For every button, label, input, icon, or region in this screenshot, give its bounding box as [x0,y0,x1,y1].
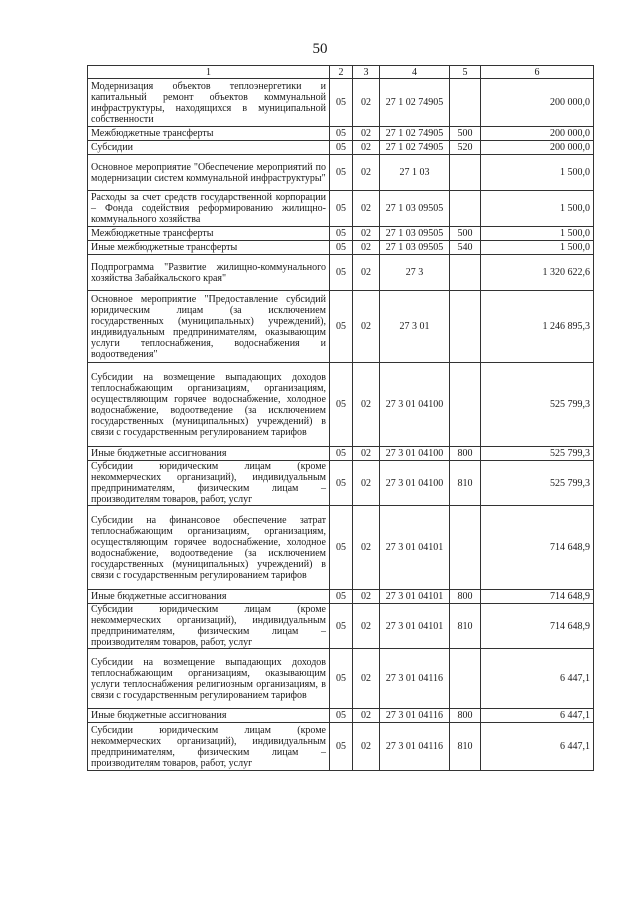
row-name-cell: Субсидии юридическим лицам (кроме некоммерческих организаций), индивидуальным предпринимателям, физическим лицам – производителям товаров, работ, услуг [88,604,330,649]
expense-type-cell: 800 [450,590,481,604]
column-header: 4 [380,66,450,79]
table-row [88,255,594,291]
row-name-cell: Основное мероприятие "Обеспечение мероприятий по модернизации систем коммунальной инфраструктуры" [88,155,330,191]
subsection-cell: 02 [353,604,380,649]
expense-type-cell [450,291,481,363]
subsection-cell: 02 [353,506,380,590]
table-row [88,447,594,461]
row-name-cell: Субсидии на финансовое обеспечение затрат теплоснабжающим организациям, организациям, осуществляющим горячее водоснабжение, холодное водоснабжение, водоотведение (за исключением государственных (муниципальных) учреждений) в связи с государственным регулированием тарифов [88,506,330,590]
amount-cell: 714 648,9 [481,590,594,604]
amount-cell: 6 447,1 [481,649,594,709]
section-cell: 05 [330,461,353,506]
row-name-cell: Расходы за счет средств государственной корпорации – Фонда содействия реформированию жилищно-коммунального хозяйства [88,191,330,227]
target-article-cell: 27 3 01 04101 [380,590,450,604]
amount-cell: 525 799,3 [481,363,594,447]
table-body [88,79,594,771]
table-row [88,141,594,155]
target-article-cell: 27 3 01 04116 [380,649,450,709]
subsection-cell: 02 [353,191,380,227]
table-row [88,291,594,363]
target-article-cell: 27 1 03 [380,155,450,191]
target-article-cell: 27 3 01 04100 [380,447,450,461]
budget-table [87,65,594,771]
amount-cell: 1 500,0 [481,191,594,227]
expense-type-cell: 500 [450,127,481,141]
subsection-cell: 02 [353,590,380,604]
table-row [88,227,594,241]
row-name-cell: Модернизация объектов теплоэнергетики и капитальный ремонт объектов коммунальной инфраструктуры, находящихся в муниципальной собственности [88,79,330,127]
subsection-cell: 02 [353,241,380,255]
amount-cell: 1 500,0 [481,155,594,191]
table-row [88,604,594,649]
row-name-cell: Иные межбюджетные трансферты [88,241,330,255]
row-name-cell: Подпрограмма "Развитие жилищно-коммунального хозяйства Забайкальского края" [88,255,330,291]
target-article-cell: 27 1 02 74905 [380,127,450,141]
expense-type-cell [450,255,481,291]
table-row [88,79,594,127]
amount-cell: 714 648,9 [481,506,594,590]
table-row [88,155,594,191]
expense-type-cell: 520 [450,141,481,155]
section-cell: 05 [330,141,353,155]
row-name-cell: Иные бюджетные ассигнования [88,447,330,461]
target-article-cell: 27 3 01 04100 [380,363,450,447]
column-header: 1 [88,66,330,79]
amount-cell: 6 447,1 [481,709,594,723]
expense-type-cell [450,363,481,447]
expense-type-cell [450,191,481,227]
section-cell: 05 [330,723,353,771]
subsection-cell: 02 [353,155,380,191]
target-article-cell: 27 3 01 04100 [380,461,450,506]
target-article-cell: 27 3 01 04101 [380,506,450,590]
subsection-cell: 02 [353,127,380,141]
amount-cell: 1 320 622,6 [481,255,594,291]
table-row [88,363,594,447]
expense-type-cell: 800 [450,447,481,461]
section-cell: 05 [330,255,353,291]
section-cell: 05 [330,649,353,709]
row-name-cell: Межбюджетные трансферты [88,227,330,241]
row-name-cell: Субсидии на возмещение выпадающих доходов теплоснабжающим организациям, организациям, осуществляющим горячее водоснабжение, холодное водоснабжение, водоотведение (за исключением государственных (муниципальных) учреждений) в связи с государственным регулированием тарифов [88,363,330,447]
expense-type-cell [450,79,481,127]
section-cell: 05 [330,363,353,447]
page-number: 50 [312,41,328,57]
column-header: 5 [450,66,481,79]
amount-cell: 1 246 895,3 [481,291,594,363]
target-article-cell: 27 3 01 04116 [380,709,450,723]
subsection-cell: 02 [353,709,380,723]
section-cell: 05 [330,227,353,241]
table-row [88,191,594,227]
row-name-cell: Субсидии [88,141,330,155]
section-cell: 05 [330,291,353,363]
expense-type-cell: 800 [450,709,481,723]
amount-cell: 525 799,3 [481,447,594,461]
column-header: 6 [481,66,594,79]
amount-cell: 1 500,0 [481,241,594,255]
subsection-cell: 02 [353,291,380,363]
row-name-cell: Основное мероприятие "Предоставление субсидий юридическим лицам (за исключением государственных (муниципальных) учреждений), индивидуальным предпринимателям, оказывающим услуги теплоснабжения, водоснабжения и водоотведения" [88,291,330,363]
section-cell: 05 [330,604,353,649]
subsection-cell: 02 [353,79,380,127]
amount-cell: 525 799,3 [481,461,594,506]
target-article-cell: 27 1 03 09505 [380,227,450,241]
target-article-cell: 27 1 02 74905 [380,79,450,127]
subsection-cell: 02 [353,255,380,291]
subsection-cell: 02 [353,723,380,771]
header-row [88,66,594,79]
table-row [88,723,594,771]
section-cell: 05 [330,590,353,604]
section-cell: 05 [330,709,353,723]
subsection-cell: 02 [353,649,380,709]
target-article-cell: 27 1 03 09505 [380,241,450,255]
expense-type-cell [450,155,481,191]
table-row [88,461,594,506]
target-article-cell: 27 3 01 04116 [380,723,450,771]
section-cell: 05 [330,191,353,227]
section-cell: 05 [330,127,353,141]
table-row [88,709,594,723]
section-cell: 05 [330,79,353,127]
target-article-cell: 27 3 [380,255,450,291]
section-cell: 05 [330,506,353,590]
target-article-cell: 27 1 02 74905 [380,141,450,155]
expense-type-cell [450,649,481,709]
target-article-cell: 27 3 01 [380,291,450,363]
expense-type-cell: 500 [450,227,481,241]
expense-type-cell [450,506,481,590]
target-article-cell: 27 1 03 09505 [380,191,450,227]
amount-cell: 714 648,9 [481,604,594,649]
table-row [88,506,594,590]
expense-type-cell: 810 [450,461,481,506]
amount-cell: 200 000,0 [481,79,594,127]
section-cell: 05 [330,447,353,461]
table-row [88,649,594,709]
section-cell: 05 [330,155,353,191]
subsection-cell: 02 [353,447,380,461]
amount-cell: 1 500,0 [481,227,594,241]
row-name-cell: Субсидии юридическим лицам (кроме некоммерческих организаций), индивидуальным предпринимателям, физическим лицам – производителям товаров, работ, услуг [88,723,330,771]
column-header: 2 [330,66,353,79]
row-name-cell: Иные бюджетные ассигнования [88,590,330,604]
row-name-cell: Субсидии юридическим лицам (кроме некоммерческих организаций), индивидуальным предпринимателям, физическим лицам – производителям товаров, работ, услуг [88,461,330,506]
table-row [88,127,594,141]
expense-type-cell: 540 [450,241,481,255]
row-name-cell: Субсидии на возмещение выпадающих доходов теплоснабжающим организациям, оказывающим услуги теплоснабжения религиозным организациям, в связи с государственным регулированием тарифов [88,649,330,709]
row-name-cell: Иные бюджетные ассигнования [88,709,330,723]
table-row [88,590,594,604]
column-header: 3 [353,66,380,79]
expense-type-cell: 810 [450,723,481,771]
expense-type-cell: 810 [450,604,481,649]
row-name-cell: Межбюджетные трансферты [88,127,330,141]
subsection-cell: 02 [353,461,380,506]
target-article-cell: 27 3 01 04101 [380,604,450,649]
table-row [88,241,594,255]
amount-cell: 200 000,0 [481,141,594,155]
subsection-cell: 02 [353,227,380,241]
amount-cell: 200 000,0 [481,127,594,141]
section-cell: 05 [330,241,353,255]
amount-cell: 6 447,1 [481,723,594,771]
subsection-cell: 02 [353,363,380,447]
subsection-cell: 02 [353,141,380,155]
